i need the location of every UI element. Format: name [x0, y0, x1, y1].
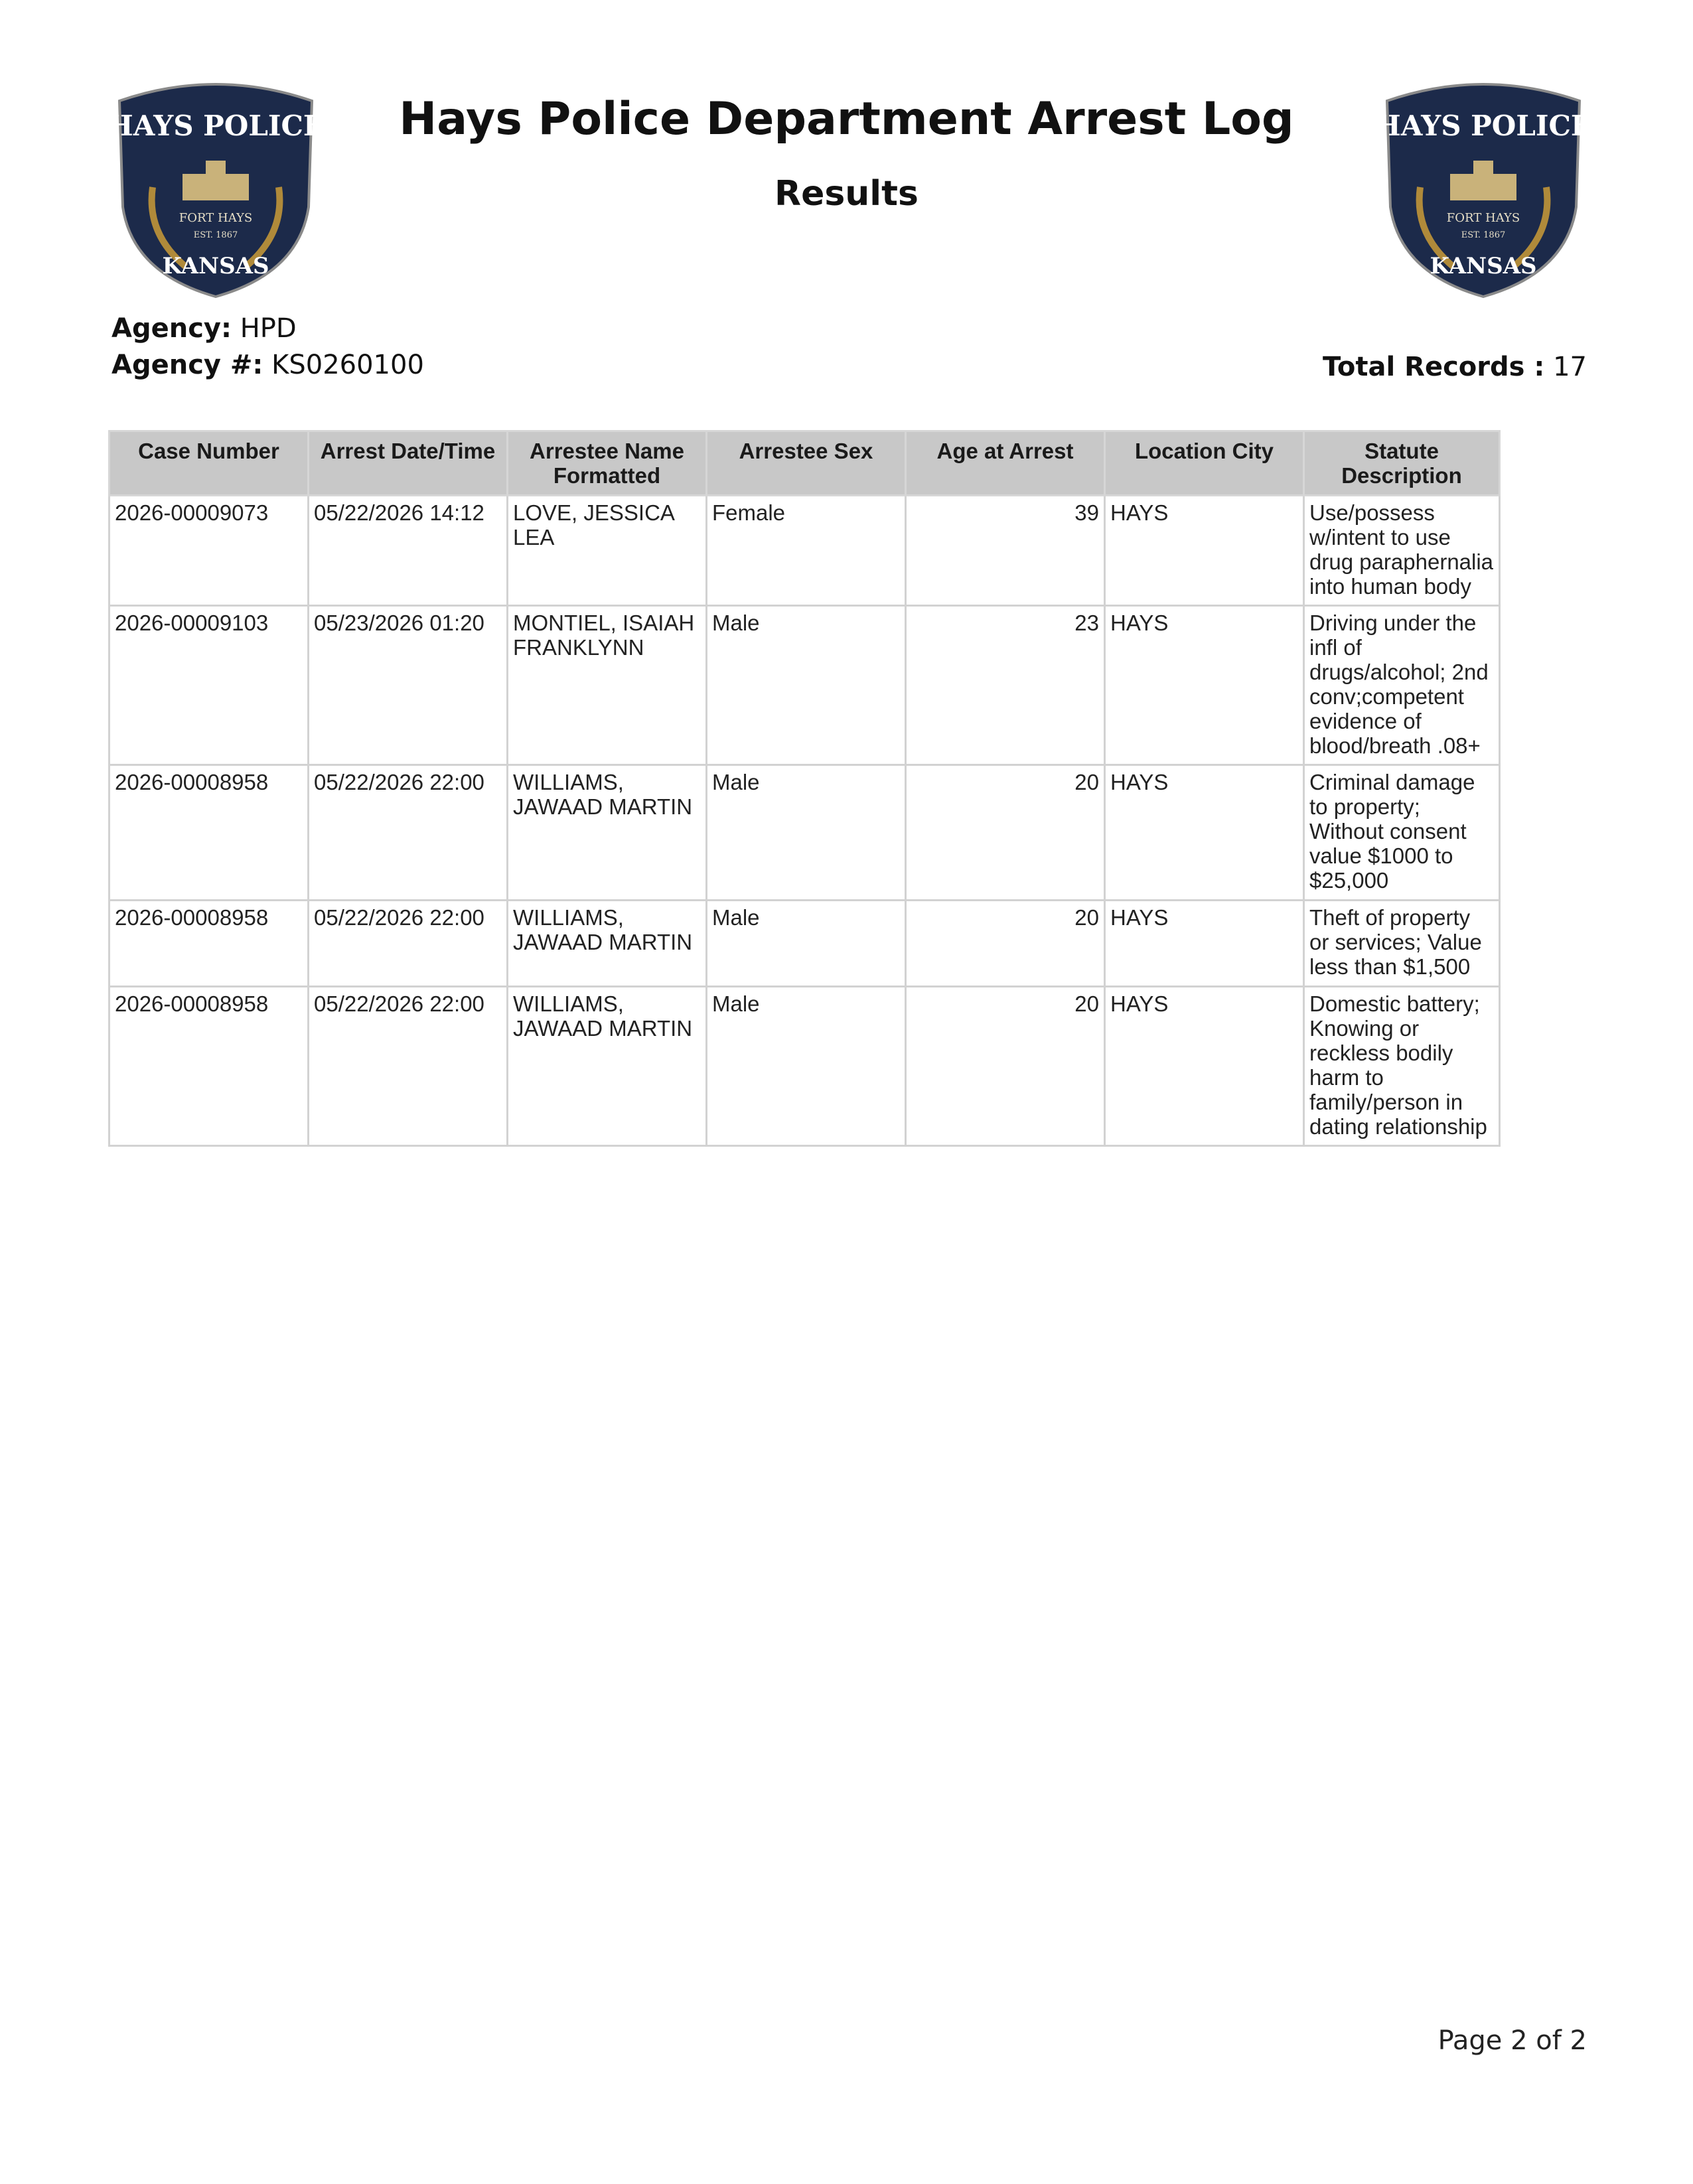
age-cell: 39: [906, 496, 1105, 606]
case-number-cell: 2026-00008958: [110, 765, 309, 901]
location-city-cell: HAYS: [1105, 606, 1304, 765]
table-header-row: [110, 431, 1500, 496]
arrest-date-cell: 05/22/2026 22:00: [309, 901, 508, 987]
agency-number-line: [111, 350, 424, 380]
page-subtitle: Results: [774, 174, 919, 214]
badge-text-bottom: KANSAS: [1430, 253, 1537, 279]
badge-text-top: HAYS POLICE: [107, 109, 325, 142]
case-number-cell: 2026-00008958: [110, 987, 309, 1146]
badge-text-middle: FORT HAYS: [1446, 211, 1520, 225]
badge-text-bottom: KANSAS: [162, 253, 269, 279]
arrestee-sex-cell: Male: [707, 765, 906, 901]
police-badge-right: [1374, 74, 1593, 300]
total-records: [1323, 352, 1587, 382]
total-records-value: 17: [1553, 352, 1587, 382]
arrestee-name-cell: WILLIAMS, JAWAAD MARTIN: [508, 765, 707, 901]
age-cell: 20: [906, 987, 1105, 1146]
total-records-label: Total Records :: [1322, 352, 1545, 382]
agency-value: HPD: [240, 313, 297, 344]
statute-description-cell: Driving under the infl of drugs/alcohol; 2nd conv;competent evidence of blood/breath .08+: [1304, 606, 1500, 765]
location-city-cell: HAYS: [1105, 765, 1304, 901]
arrest-date-cell: 05/22/2026 14:12: [309, 496, 508, 606]
column-header-location-city: Location City: [1105, 431, 1304, 496]
arrestee-name-cell: MONTIEL, ISAIAH FRANKLYNN: [508, 606, 707, 765]
badge-text-middle: FORT HAYS: [179, 211, 253, 225]
arrestee-name-cell: LOVE, JESSICA LEA: [508, 496, 707, 606]
arrestee-name-cell: WILLIAMS, JAWAAD MARTIN: [508, 987, 707, 1146]
table-row: [110, 765, 1500, 901]
case-number-cell: 2026-00008958: [110, 901, 309, 987]
page-number: Page 2 of 2: [1437, 2025, 1587, 2056]
column-header-arrest-date-time: Arrest Date/Time: [309, 431, 508, 496]
column-header-arrestee-name: Arrestee Name Formatted: [508, 431, 707, 496]
arrest-date-cell: 05/23/2026 01:20: [309, 606, 508, 765]
table-row: [110, 496, 1500, 606]
column-header-case-number: Case Number: [110, 431, 309, 496]
arrest-log-table: [108, 430, 1501, 1147]
location-city-cell: HAYS: [1105, 901, 1304, 987]
arrest-date-cell: 05/22/2026 22:00: [309, 987, 508, 1146]
age-cell: 23: [906, 606, 1105, 765]
agency-label: Agency:: [111, 313, 232, 344]
arrestee-sex-cell: Male: [707, 987, 906, 1146]
agency-number-label: Agency #:: [111, 350, 263, 380]
arrest-date-cell: 05/22/2026 22:00: [309, 765, 508, 901]
arrestee-name-cell: WILLIAMS, JAWAAD MARTIN: [508, 901, 707, 987]
arrestee-sex-cell: Female: [707, 496, 906, 606]
statute-description-cell: Use/possess w/intent to use drug paraphernalia into human body: [1304, 496, 1500, 606]
badge-text-est: EST. 1867: [1461, 230, 1506, 240]
statute-description-cell: Criminal damage to property; Without consent value $1000 to $25,000: [1304, 765, 1500, 901]
case-number-cell: 2026-00009073: [110, 496, 309, 606]
badge-text-top: HAYS POLICE: [1374, 109, 1592, 142]
column-header-age-at-arrest: Age at Arrest: [906, 431, 1105, 496]
column-header-arrestee-sex: Arrestee Sex: [707, 431, 906, 496]
agency-line: [111, 313, 297, 344]
agency-number-value: KS0260100: [271, 350, 424, 380]
case-number-cell: 2026-00009103: [110, 606, 309, 765]
table-row: [110, 901, 1500, 987]
age-cell: 20: [906, 765, 1105, 901]
table-row: [110, 987, 1500, 1146]
location-city-cell: HAYS: [1105, 496, 1304, 606]
table-row: [110, 606, 1500, 765]
arrestee-sex-cell: Male: [707, 901, 906, 987]
page-title: Hays Police Department Arrest Log: [399, 93, 1294, 145]
statute-description-cell: Theft of property or services; Value less than $1,500: [1304, 901, 1500, 987]
age-cell: 20: [906, 901, 1105, 987]
badge-text-est: EST. 1867: [193, 230, 238, 240]
column-header-statute-description: Statute Description: [1304, 431, 1500, 496]
statute-description-cell: Domestic battery; Knowing or reckless bodily harm to family/person in dating relationship: [1304, 987, 1500, 1146]
location-city-cell: HAYS: [1105, 987, 1304, 1146]
arrestee-sex-cell: Male: [707, 606, 906, 765]
